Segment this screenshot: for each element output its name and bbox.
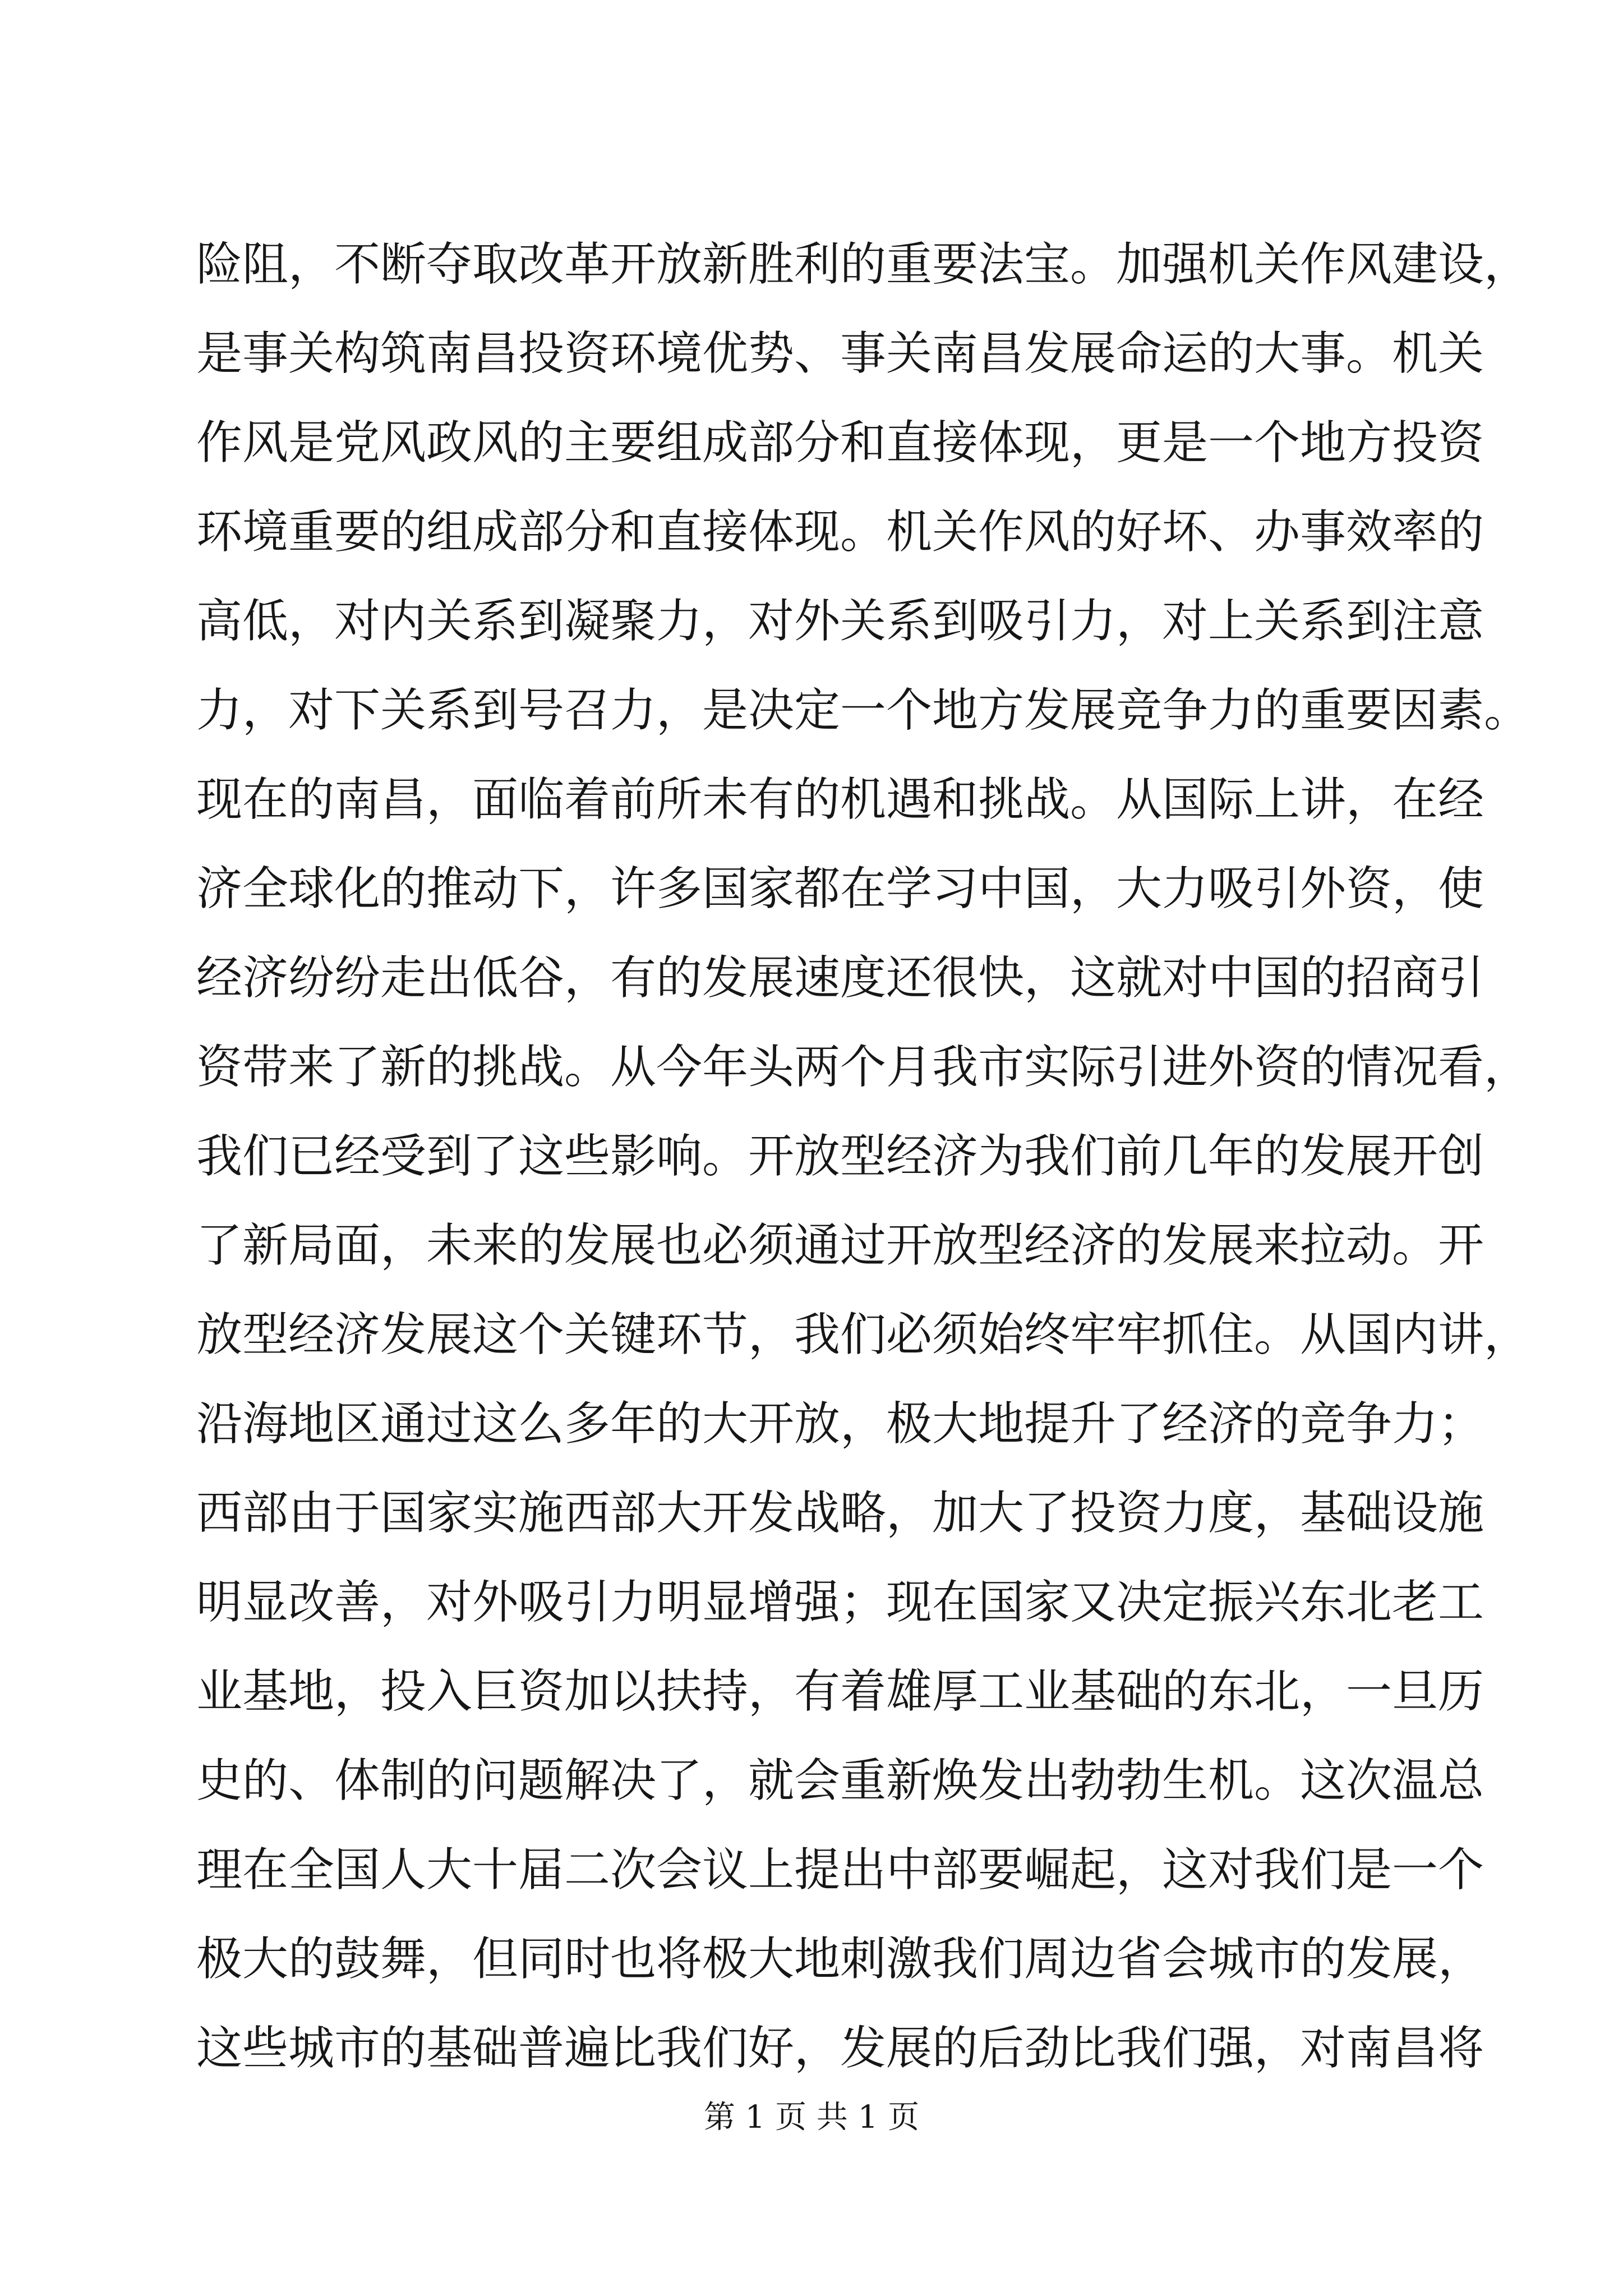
text-line: 经济纷纷走出低谷，有的发展速度还很快，这就对中国的招商引 — [196, 951, 1484, 1005]
text-line: 我们已经受到了这些影响。开放型经济为我们前几年的发展开创 — [196, 1130, 1484, 1183]
text-line: 极大的鼓舞，但同时也将极大地刺激我们周边省会城市的发展， — [196, 1932, 1484, 1986]
text-line: 放型经济发展这个关键环节，我们必须始终牢牢抓住。从国内讲， — [196, 1308, 1530, 1361]
text-line: 资带来了新的挑战。从今年头两个月我市实际引进外资的情况看， — [196, 1041, 1530, 1094]
text-line: 是事关构筑南昌投资环境优势、事关南昌发展命运的大事。机关 — [196, 327, 1484, 380]
text-line: 史的、体制的问题解决了，就会重新焕发出勃勃生机。这次温总 — [196, 1754, 1484, 1807]
text-line: 环境重要的组成部分和直接体现。机关作风的好坏、办事效率的 — [196, 505, 1484, 559]
text-line: 理在全国人大十届二次会议上提出中部要崛起，这对我们是一个 — [196, 1843, 1484, 1897]
text-line: 险阻，不断夺取改革开放新胜利的重要法宝。加强机关作风建设， — [196, 238, 1530, 291]
text-line: 业基地，投入巨资加以扶持，有着雄厚工业基础的东北，一旦历 — [196, 1665, 1484, 1718]
text-line: 这些城市的基础普遍比我们好，发展的后劲比我们强，对南昌将 — [196, 2022, 1484, 2075]
text-line: 西部由于国家实施西部大开发战略，加大了投资力度，基础设施 — [196, 1487, 1484, 1540]
text-line: 力，对下关系到号召力，是决定一个地方发展竞争力的重要因素。 — [196, 684, 1530, 737]
page-footer: 第 1 页 共 1 页 — [703, 2099, 920, 2136]
text-line: 沿海地区通过这么多年的大开放，极大地提升了经济的竞争力； — [196, 1397, 1484, 1451]
text-line: 作风是党风政风的主要组成部分和直接体现，更是一个地方投资 — [196, 416, 1484, 470]
text-line: 济全球化的推动下，许多国家都在学习中国，大力吸引外资，使 — [196, 862, 1484, 915]
text-line: 明显改善，对外吸引力明显增强；现在国家又决定振兴东北老工 — [196, 1576, 1484, 1629]
text-line: 了新局面，未来的发展也必须通过开放型经济的发展来拉动。开 — [196, 1219, 1484, 1272]
text-line: 高低，对内关系到凝聚力，对外关系到吸引力，对上关系到注意 — [196, 595, 1484, 648]
body-text — [196, 220, 1530, 2093]
text-line: 现在的南昌，面临着前所未有的机遇和挑战。从国际上讲，在经 — [196, 773, 1484, 826]
